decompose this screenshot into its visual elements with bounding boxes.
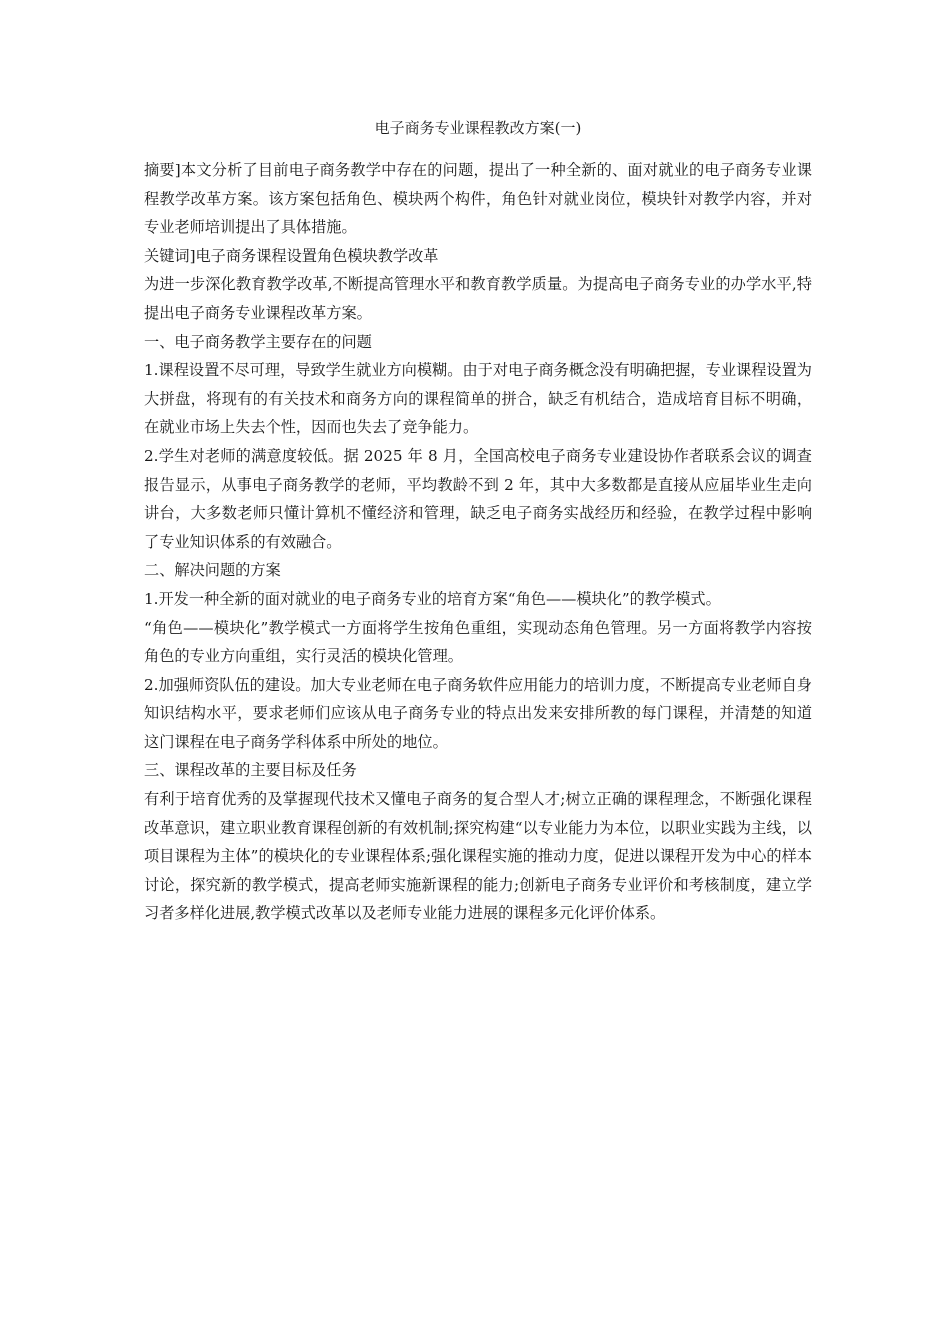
section1-item-1: 1.课程设置不尽可理，导致学生就业方向模糊。由于对电子商务概念没有明确把握，专业课程设置为大拼盘，将现有的有关技术和商务方向的课程简单的拼合，缺乏有机结合，造成培育目标不明确，在就业市场上失去个性，因而也失去了竞争能力。 <box>144 361 812 437</box>
section2-item-1-detail: “角色——模块化”教学模式一方面将学生按角色重组，实现动态角色管理。另一方面将教学内容按角色的专业方向重组，实行灵活的模块化管理。 <box>144 618 812 666</box>
section3-body: 有利于培育优秀的及掌握现代技术又懂电子商务的复合型人才;树立正确的课程理念，不断强化课程改革意识，建立职业教育课程创新的有效机制;探究构建“以专业能力为本位，以职业实践为主线，以项目课程为主体”的模块化的专业课程体系;强化课程实施的推动力度，促进以课程开发为中心的样本讨论，探究新的教学模式，提高老师实施新课程的能力;创新电子商务专业评价和考核制度，建立学习者多样化进展,教学模式改革以及老师专业能力进展的课程多元化评价体系。 <box>144 790 812 923</box>
section-heading-3: 三、课程改革的主要目标及任务 <box>144 761 357 780</box>
section2-item-2: 2.加强师资队伍的建设。加大专业老师在电子商务软件应用能力的培训力度，不断提高专业老师自身知识结构水平，要求老师们应该从电子商务专业的特点出发来安排所教的每门课程，并清楚的知道这门课程在电子商务学科体系中所处的地位。 <box>144 675 812 751</box>
section1-item-2: 2.学生对老师的满意度较低。据 2025 年 8 月，全国高校电子商务专业建设协作者联系会议的调查报告显示，从事电子商务教学的老师，平均教龄不到 2 年，其中大多数都是直接从应届毕业生走向讲台，大多数老师只懂计算机不懂经济和管理，缺乏电子商务实战经历和经验，在教学过程中影响了专业知识体系的有效融合。 <box>144 446 812 551</box>
document-title: 电子商务专业课程教改方案(一) <box>374 119 582 137</box>
document-page <box>144 118 812 928</box>
keywords-line: 关键词]电子商务课程设置角色模块教学改革 <box>144 246 439 265</box>
section-heading-2: 二、解决问题的方案 <box>144 561 281 580</box>
intro-paragraph: 为进一步深化教育教学改革,不断提高管理水平和教育教学质量。为提高电子商务专业的办学水平,特提出电子商务专业课程改革方案。 <box>144 275 812 322</box>
section-heading-1: 一、电子商务教学主要存在的问题 <box>144 332 372 351</box>
abstract-paragraph: 摘要]本文分析了目前电子商务教学中存在的问题，提出了一种全新的、面对就业的电子商务专业课程教学改革方案。该方案包括角色、模块两个构件，角色针对就业岗位，模块针对教学内容，并对专业老师培训提出了具体措施。 <box>144 161 812 237</box>
section2-item-1: 1.开发一种全新的面对就业的电子商务专业的培育方案“角色——模块化”的教学模式。 <box>144 589 721 608</box>
